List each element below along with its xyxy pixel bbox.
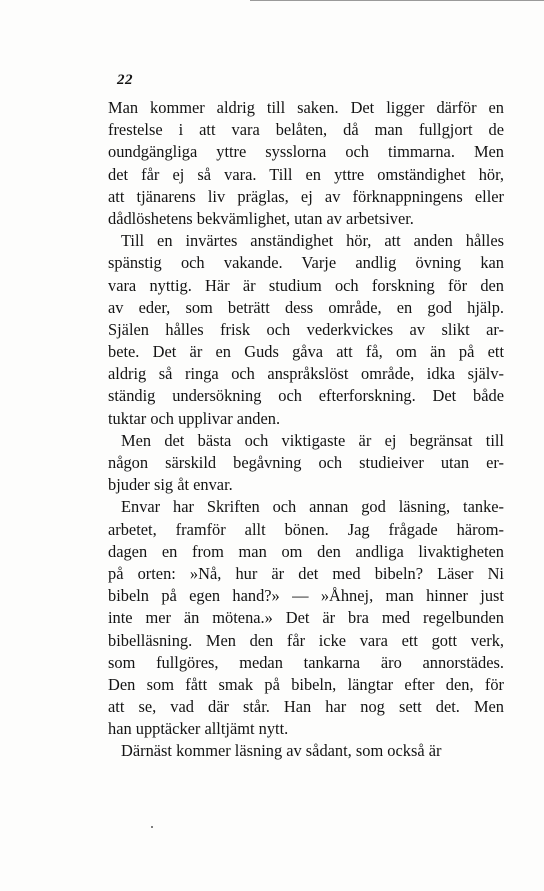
paper-speck: [151, 826, 153, 828]
text-line: arbetet, framför allt bönen. Jag frågade härom-: [108, 519, 504, 539]
text-line: Till en invärtes anständighet hör, att anden hålles: [121, 231, 504, 251]
top-edge-rule: [250, 0, 544, 1]
text-line: det får ej så vara. Till en yttre omständighet hör,: [108, 164, 504, 184]
text-line: som fullgöres, medan tankarna äro annorstädes.: [108, 652, 504, 672]
text-line: bjuder sig åt envar.: [108, 475, 233, 495]
text-line: inte mer än mötena.» Det är bra med regelbunden: [108, 608, 504, 628]
text-line: bete. Det är en Guds gåva att få, om än på ett: [108, 342, 504, 362]
text-line: Den som fått smak på bibeln, längtar efter den, för: [108, 674, 504, 694]
text-line: vara nyttig. Här är studium och forskning för den: [108, 275, 504, 295]
text-line: av eder, som beträtt dess område, en god hjälp.: [108, 297, 504, 317]
text-line: att tjänarens liv präglas, ej av förknappningens eller: [108, 186, 504, 206]
text-line: någon särskild begåvning och studieiver utan er-: [108, 453, 504, 472]
text-line: han upptäcker alltjämt nytt.: [108, 719, 289, 739]
text-line: frestelse i att vara belåten, då man fullgjort de: [108, 120, 504, 140]
text-line: dagen en from man om den andliga livaktigheten: [108, 541, 504, 561]
text-line: Själen hålles frisk och vederkvickes av slikt ar-: [108, 319, 504, 339]
text-line: dådlöshetens bekvämlighet, utan av arbetsiver.: [108, 208, 414, 228]
text-line: bibelläsning. Men den får icke vara ett gott verk,: [108, 630, 504, 650]
text-line: bibeln på egen hand?» — »Åhnej, man hinner just: [108, 586, 504, 606]
text-line: på orten: »Nå, hur är det med bibeln? Läser Ni: [108, 563, 504, 583]
text-line: Man kommer aldrig till saken. Det ligger därför en: [108, 98, 504, 117]
text-line: tuktar och upplivar anden.: [108, 408, 281, 428]
page-number: 22: [117, 72, 133, 88]
text-line: aldrig så ringa och anspråkslöst område, idka själv-: [108, 364, 504, 384]
body-text: [108, 97, 504, 763]
text-line: Men det bästa och viktigaste är ej begränsat till: [121, 430, 504, 450]
text-line: spänstig och vakande. Varje andlig övning kan: [108, 253, 504, 273]
text-line: oundgängliga yttre sysslorna och timmarna. Men: [108, 142, 504, 162]
text-line: Envar har Skriften och annan god läsning, tanke-: [121, 497, 504, 517]
text-line: ständig undersökning och efterforskning. Det både: [108, 386, 504, 406]
text-line: Därnäst kommer läsning av sådant, som också är: [121, 741, 442, 761]
text-line: att se, vad där står. Han har nog sett det. Men: [108, 697, 504, 717]
